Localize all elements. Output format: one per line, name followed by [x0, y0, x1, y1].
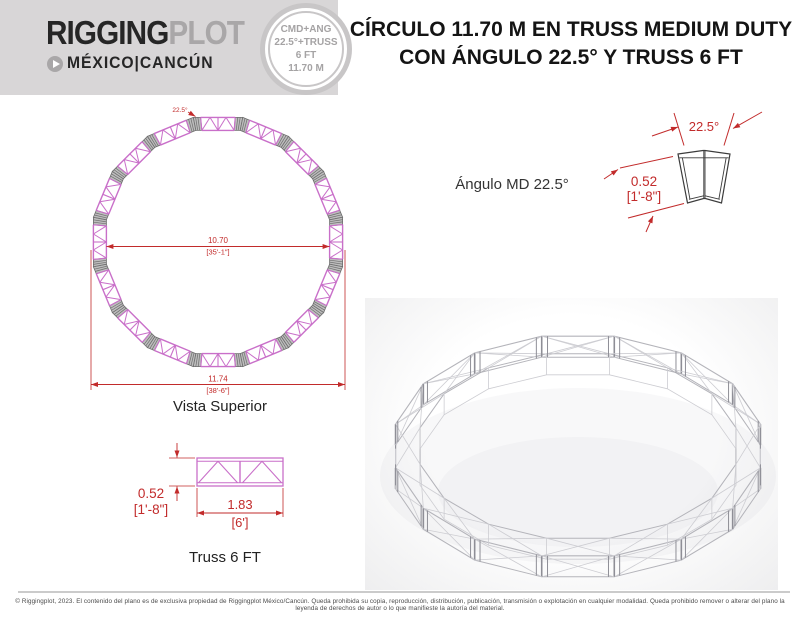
truss-segment [238, 117, 289, 148]
spec-badge-text [268, 11, 344, 87]
truss-segment [279, 303, 323, 347]
brand-primary: RIGGING [46, 14, 169, 51]
truss-geometry [169, 443, 283, 517]
truss-segment [193, 354, 243, 367]
truss-segment [330, 217, 343, 267]
truss-segment [312, 262, 343, 313]
angle-dim-feet: [1'-8"] [626, 189, 662, 204]
segment-angle-label: 22.5° [172, 107, 188, 114]
badge-line: 22.5°+TRUSS [274, 37, 338, 48]
angle-value: 22.5° [688, 119, 720, 134]
angle-detail-label: Ángulo MD 22.5° [455, 176, 569, 193]
truss-segment [193, 117, 243, 130]
truss-length-feet: [6'] [231, 515, 249, 530]
truss-detail-dimension-labels [134, 486, 253, 530]
truss-length-meters: 1.83 [227, 497, 253, 512]
badge-line: 11.70 M [288, 63, 324, 74]
truss-segment [147, 117, 198, 148]
top-view-caption: Vista Superior [173, 398, 267, 415]
truss-segment [147, 336, 198, 367]
truss-segment [112, 303, 156, 347]
copyright-text: © Riggingplot, 2023. El contenido del plano es de exclusiva propiedad de Riggingplot México/Cancún. Queda prohibida su copia, reproducción, distribución, publicación, transmisión o explotación en cualquier modalidad. Queda prohibido remover o alterar del plano la leyenda de derechos de autor o lo que manifieste la autoría del material. [15, 598, 785, 612]
truss-segment [93, 171, 124, 222]
truss-height-feet: [1'-8"] [133, 502, 169, 517]
spec-badge [260, 3, 352, 95]
truss-segment [312, 171, 343, 222]
dim-inner-feet: [35'-1"] [206, 247, 230, 257]
angle-detail-diagram [600, 100, 790, 240]
badge-line: CMD+ANG [280, 24, 332, 35]
top-view-diagram [85, 100, 355, 400]
sheet-title [348, 16, 794, 73]
dim-outer-feet: [38'-6"] [206, 386, 230, 395]
brand-subtitle-row [47, 54, 221, 73]
brand-logo [46, 14, 244, 52]
render3d-geometry [380, 336, 776, 577]
truss-segment [93, 262, 124, 313]
truss-segment [279, 136, 323, 180]
truss-height-meters: 0.52 [137, 486, 165, 501]
badge-line: 6 FT [295, 50, 317, 61]
brand-subtitle: MÉXICO|CANCÚN [67, 54, 214, 72]
truss-detail-diagram [125, 440, 325, 550]
angle-dim-meters: 0.52 [630, 174, 658, 189]
brand-secondary: PLOT [168, 14, 245, 51]
angle-geometry [604, 112, 762, 232]
top-view-dimension-labels [172, 106, 229, 395]
footer-divider [18, 591, 790, 593]
dim-outer-meters: 11.74 [208, 374, 228, 384]
truss-segment [112, 136, 156, 180]
truss-detail-caption: Truss 6 FT [189, 549, 261, 566]
truss-segment [238, 336, 289, 367]
truss-ring-3d-render [360, 300, 790, 590]
dim-inner-meters: 10.70 [207, 236, 229, 245]
play-icon [47, 56, 63, 72]
sheet-title-line1: CÍRCULO 11.70 M EN TRUSS MEDIUM DUTY [349, 18, 793, 41]
sheet-title-line2: CON ÁNGULO 22.5° Y TRUSS 6 FT [399, 46, 743, 70]
truss-segment [93, 217, 106, 267]
